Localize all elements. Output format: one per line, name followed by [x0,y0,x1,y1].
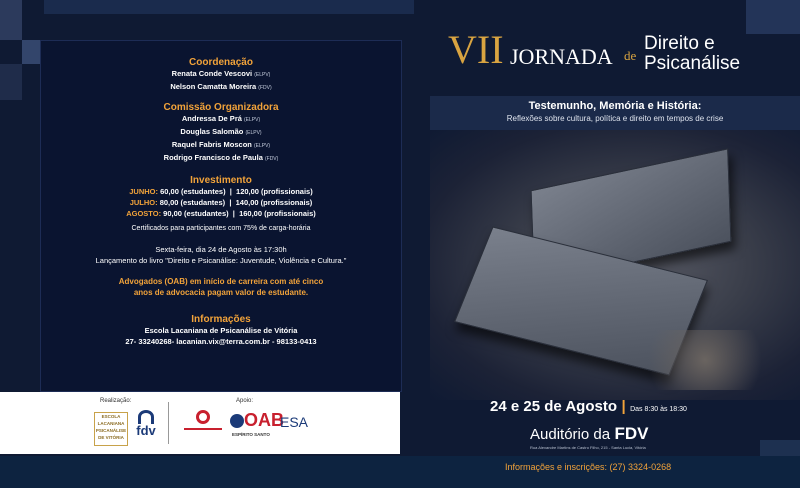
lancamento-date: Sexta-feira, dia 24 de Agosto às 17:30h [155,245,287,254]
title-line-2: Psicanálise [644,53,741,74]
informacoes-title: Informações [191,314,251,325]
event-title [448,28,778,88]
sponsor-strip [0,392,400,454]
venue-address: Rua Alexandre Martins de Castro Filho, 215 - Santa Lucia, Vitória [530,445,646,450]
date-block [490,398,790,416]
informacoes-section [41,314,401,347]
comissao-section [41,102,401,165]
venue-block [530,424,790,450]
comissao-person: Andressa De Prá (ELPV) [181,114,261,123]
sponsor-divider [168,402,169,444]
event-subsubtitle: Reflexões sobre cultura, política e direito em tempos de crise [506,114,724,123]
coordenacao-person: Nelson Camatta Moreira (FDV) [170,82,272,91]
fdv-emblem-icon [138,410,154,424]
oab-seal-icon [230,414,244,428]
event-dates: 24 e 25 de Agosto [490,398,617,415]
advogados-note: Advogados (OAB) em início de carreira com até cinco anos de advocacia pagam valor de estudante. [118,277,324,297]
decor-square-left [0,64,22,100]
investimento-section [41,175,401,234]
coordenacao-section [41,57,401,94]
decor-top-band [44,0,414,14]
apoio-label: Apoio: [236,398,254,404]
edition-numeral: VII [448,27,504,72]
coordenacao-person: Renata Conde Vescovi (ELPV) [171,69,271,78]
venue-prefix: Auditório da [530,426,611,443]
footer-bar [0,456,800,488]
venue-name: FDV [614,424,649,443]
comissao-person: Douglas Salomão (ELPV) [180,127,262,136]
escola-lacaniana-logo: ESCOLA LACANIANA PSICANÁLISE DE VITÓRIA [94,412,128,446]
school-name: Escola Lacaniana de Psicanálise de Vitória [144,326,298,335]
contact-line: 27- 33240268- lacanian.vix@terra.com.br - 98133-0413 [125,337,317,346]
de-word: de [624,48,637,63]
fdv-logo: fdv [132,410,160,438]
comissao-title: Comissão Organizadora [163,102,279,113]
oab-logo: OAB ESPÍRITO SANTO [232,410,284,437]
subtitle-block [430,100,800,123]
stone-tablets-image [430,130,800,400]
info-panel [40,40,402,392]
partner-logo-rule [184,428,222,430]
event-hours: Das 8:30 às 18:30 [630,406,687,413]
lancamento-section [41,244,401,266]
coordenacao-title: Coordenação [189,57,253,68]
partner-emblem-icon [196,410,210,424]
partner-logo [184,410,222,434]
footer-info: Informações e inscrições: (27) 3324-0268 [505,462,672,472]
investimento-title: Investimento [190,175,252,186]
date-separator: | [621,398,626,415]
certificados-note: Certificados para participantes com 75% de carga-horária [131,225,311,232]
rubble [630,330,780,390]
price-row: JUNHO: 60,00 (estudantes) | 120,00 (profissionais) [129,187,313,196]
comissao-person: Raquel Fabris Moscon (ELPV) [171,140,271,149]
price-row: AGOSTO: 90,00 (estudantes) | 160,00 (profissionais) [126,209,316,218]
jornada-word: JORNADA [510,44,613,69]
price-row: JULHO: 80,00 (estudantes) | 140,00 (profissionais) [129,198,313,207]
comissao-person: Rodrigo Francisco de Paula (FDV) [163,153,279,162]
lancamento-book: Lançamento do livro "Direito e Psicanálise: Juventude, Violência e Cultura." [95,256,347,265]
decor-square-top-left [0,0,22,40]
event-subtitle: Testemunho, Memória e História: [528,100,702,112]
realizacao-label: Realização: [100,398,132,404]
esa-logo: ESA [280,414,309,430]
title-line-1: Direito e [644,33,715,54]
